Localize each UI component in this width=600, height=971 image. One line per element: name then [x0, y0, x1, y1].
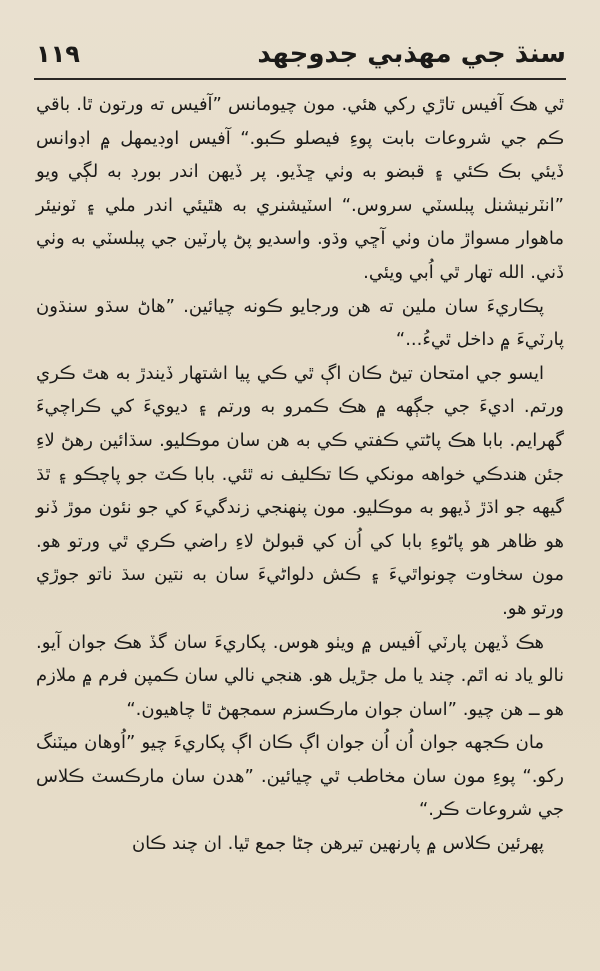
body-text: [36, 88, 564, 861]
paragraph: ٿي هڪ آفيس تاڙي رکي هئي. مون چيومانس ”آفيس ته ورتون ٿا. باقي ڪم جي شروعات بابت پوءِ فيصلو ڪبو.“ آفيس اوڊيمهل ۾ اڊوانس ڏيئي بڪ ڪئي ۽ قبضو به وٺي ڇڏيو. پر ڏيهن اندر بورڊ به لڳي ويو ”انٽرنيشنل پبلسٽي سروس.“ اسٽيشنري به هٿيئي اندر ملي ۽ ٽونيئر ماهوار مسواڙ مان وٺي آڇي وڌو. واسديو پڻ پارٽين جي پبلسٽي به وٺي ڏني. الله تهار ٿي اُبي ويئي.: [36, 94, 564, 283]
running-title: سنڌ جي مهذبي جدوجهد: [257, 39, 566, 69]
header-rule: [34, 78, 566, 80]
page-number: ١١٩: [36, 40, 80, 68]
page-header: [36, 30, 566, 78]
paragraph: پهرئين ڪلاس ۾ پارنهين تيرهن ڄڻا جمع ٿيا. ان چند ڪان: [131, 833, 544, 855]
paragraph: ايسو جي امتحان تيڻ ڪان اڳ ٿي ڪي پيا اشتهار ڏيندڙ به هٿ ڪري ورتم. اديءَ جي جڳهه ۾ هڪ ڪمرو به ورتم ۽ ديويءَ کي ڪراچيءَ گهرايم. بابا هڪ پاڻتي ڪفتي ڪي به هن سان موڪليو. سڌائين رهڻ لاءِ جئن هندڪي خواهه مونکي ڪا تڪليف نه ٿئي. بابا ڪٽ جو پاچڪو ۽ ٿڌ گيهه جو اڌڙ ڏيهو به موڪليو. مون پنهنجي زندگيءَ کي جو نئون موڙ ڏنو هو ظاهر هو پاڻوءِ بابا کي اُن کي قبولڻ لاءِ راضي ڪري ٿي ورتو هو. مون سخاوت چونواٿيءَ ۽ ڪش دلواڻيءَ سان به نتين سڌ ناتو جوڙي ورتو هو.: [36, 362, 564, 619]
paragraph: پڪاريءَ سان ملين ته هن ورجايو ڪونه چيائين. ”هاڻ سڌو سنڌون پارٽيءَ ۾ داخل ٿيءُ...“: [36, 295, 564, 351]
paragraph: مان ڪجهه جوان اُن اُن جوان اڳ ڪان اڳ پکاريءَ چيو ”اُوهان ميٽنگ رکو.“ پوءِ مون سان مخاطب ٿي چيائين. ”هدن سان مارڪسٽ ڪلاس جي شروعات ڪر.“: [36, 732, 564, 821]
paragraph: هڪ ڏيهن پارٽي آفيس ۾ ويٺو هوس. پکاريءَ سان گڏ هڪ جوان آيو. نالو ياد نه اٿم. چند يا مل جڙيل هو. هنجي نالي سان ڪمپن فرم ۾ ملازم هو ــ هن چيو. ”اسان جوان مارڪسزم سمجهڻ ٿا چاهيون.“: [36, 631, 564, 720]
